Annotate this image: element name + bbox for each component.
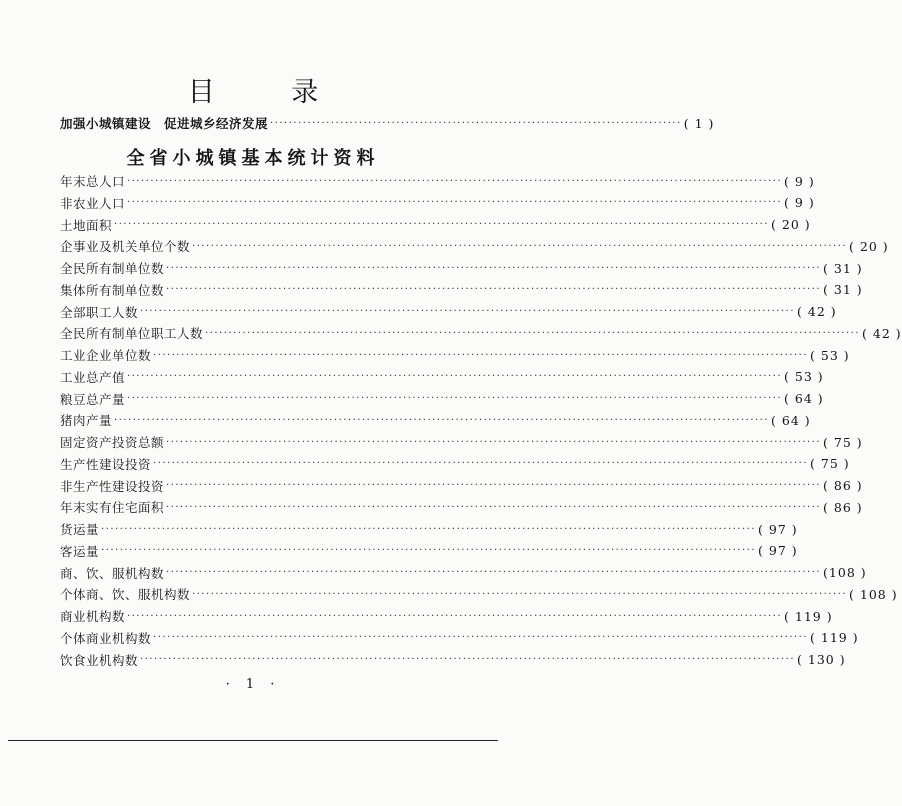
- toc-entry-label: 固定资产投资总额: [60, 435, 165, 450]
- toc-entry: [60, 172, 815, 190]
- toc-entry-intro: [60, 114, 715, 132]
- toc-entry-label: 企事业及机关单位个数: [60, 239, 191, 255]
- dot-leader: ············································································································································: [101, 545, 757, 557]
- toc-entry-label: 生产性建设投资: [60, 456, 152, 472]
- toc-entry: [60, 498, 863, 516]
- toc-entry-label: 非农业人口: [60, 195, 126, 211]
- page-number: · 1 ·: [225, 677, 281, 692]
- section-heading: 全省小城镇基本统计资料: [126, 148, 380, 169]
- toc-entry-page: ( 64 ): [784, 391, 824, 406]
- toc-entry-label: 非生产性建设投资: [60, 478, 165, 494]
- dot-leader: ············································································································································: [127, 371, 783, 383]
- dot-leader: ············································································································································: [127, 610, 783, 622]
- bottom-rule: [8, 740, 498, 741]
- toc-entry-page: ( 53 ): [810, 347, 850, 363]
- toc-entry: [60, 303, 837, 321]
- toc-entry-page: ( 75 ): [810, 456, 850, 472]
- toc-entry-page: ( 31 ): [823, 260, 863, 276]
- toc-entry-page: ( 1 ): [683, 115, 715, 131]
- toc-entry-page: ( 9 ): [784, 173, 815, 189]
- toc-entry-label: 年末总人口: [60, 174, 126, 189]
- dot-leader: ············································································································································: [153, 349, 809, 361]
- toc-entry: [60, 411, 811, 429]
- toc-entry: [60, 477, 863, 495]
- toc-entry-page: ( 86 ): [823, 478, 863, 493]
- toc-entry-page: (108 ): [823, 565, 867, 580]
- dot-leader: ············································································································································: [153, 458, 809, 470]
- toc-entry: [60, 433, 863, 451]
- toc-entry-page: ( 86 ): [823, 499, 863, 515]
- dot-leader: ············································································································································: [127, 175, 783, 187]
- dot-leader: ············································································································································: [166, 480, 822, 491]
- dot-leader: ············································································································································: [101, 523, 757, 535]
- toc-entry: [60, 368, 824, 386]
- toc-entry-label: 集体所有制单位数: [60, 282, 165, 298]
- toc-entry-page: ( 42 ): [862, 325, 902, 341]
- dot-leader: ············································································································································: [127, 393, 783, 404]
- dot-leader: ············································································································································: [192, 240, 848, 252]
- page-title: 目 录: [187, 77, 353, 108]
- toc-entry-label: 饮食业机构数: [60, 652, 139, 668]
- toc-entry-label: 全民所有制单位数: [60, 261, 165, 276]
- dot-leader: ············································································································································: [166, 284, 822, 296]
- toc-entry-page: ( 119 ): [784, 608, 833, 624]
- toc-entry-label: 粮豆总产量: [60, 391, 126, 407]
- dot-leader: ············································································································································: [166, 262, 822, 274]
- toc-entry-label: 全部职工人数: [60, 304, 139, 320]
- toc-entry-page: ( 64 ): [771, 412, 811, 428]
- toc-entry-label: 土地面积: [60, 217, 113, 233]
- toc-entry-page: ( 20 ): [849, 238, 889, 254]
- toc-entry-label: 猪肉产量: [60, 413, 113, 429]
- dot-leader: ············································································································································: [166, 436, 822, 448]
- toc-entry: [60, 346, 850, 364]
- dot-leader: ························································································: [270, 117, 682, 129]
- toc-entry-label: 个体商业机构数: [60, 630, 152, 646]
- toc-entry: [60, 542, 798, 560]
- toc-entry-label: 年末实有住宅面积: [60, 500, 165, 516]
- toc-entry-page: ( 75 ): [823, 434, 863, 450]
- toc-entry: [60, 324, 902, 342]
- toc-entry-page: ( 31 ): [823, 282, 863, 298]
- toc-entry-page: ( 97 ): [758, 521, 798, 537]
- toc-entry-label: 全民所有制单位职工人数: [60, 326, 204, 342]
- dot-leader: ············································································································································: [205, 327, 861, 339]
- toc-entry: [60, 651, 846, 669]
- dot-leader: ············································································································································: [140, 654, 796, 665]
- toc-entry-page: ( 97 ): [758, 543, 798, 559]
- toc-entry-label: 客运量: [60, 543, 100, 559]
- toc-entry: [60, 194, 815, 212]
- toc-entry-page: ( 42 ): [797, 304, 837, 319]
- dot-leader: ············································································································································: [140, 306, 796, 317]
- toc-entry: [60, 585, 898, 603]
- toc-entry: [60, 520, 798, 538]
- dot-leader: ············································································································································: [127, 197, 783, 209]
- toc-entry-page: ( 130 ): [797, 652, 846, 667]
- dot-leader: ············································································································································: [114, 219, 770, 230]
- toc-entry: [60, 607, 833, 625]
- toc-entry: [60, 455, 850, 473]
- toc-entry: [60, 216, 811, 234]
- dot-leader: ············································································································································: [166, 567, 822, 578]
- dot-leader: ············································································································································: [192, 588, 848, 600]
- toc-entry-page: ( 108 ): [849, 586, 898, 602]
- dot-leader: ············································································································································: [166, 501, 822, 513]
- toc-entry-label: 货运量: [60, 522, 100, 537]
- toc-entry-label: 个体商、饮、服机构数: [60, 587, 191, 603]
- toc-entry: [60, 629, 859, 647]
- toc-entry-page: ( 9 ): [784, 195, 815, 211]
- dot-leader: ············································································································································: [153, 632, 809, 644]
- toc-entry-label: 加强小城镇建设 促进城乡经济发展: [60, 116, 269, 131]
- toc-entry-page: ( 119 ): [810, 630, 859, 646]
- toc-entry-page: ( 53 ): [784, 369, 824, 385]
- toc-entry: [60, 259, 863, 277]
- dot-leader: ············································································································································: [114, 414, 770, 426]
- toc-entry-label: 商、饮、服机构数: [60, 565, 165, 581]
- toc-entry: [60, 237, 889, 255]
- toc-entry-label: 工业企业单位数: [60, 348, 152, 363]
- toc-entry-page: ( 20 ): [771, 217, 811, 232]
- toc-entry: [60, 390, 824, 408]
- toc-entry: [60, 564, 867, 582]
- toc-entry-label: 商业机构数: [60, 609, 126, 624]
- toc-entry-label: 工业总产值: [60, 369, 126, 385]
- toc-entry: [60, 281, 863, 299]
